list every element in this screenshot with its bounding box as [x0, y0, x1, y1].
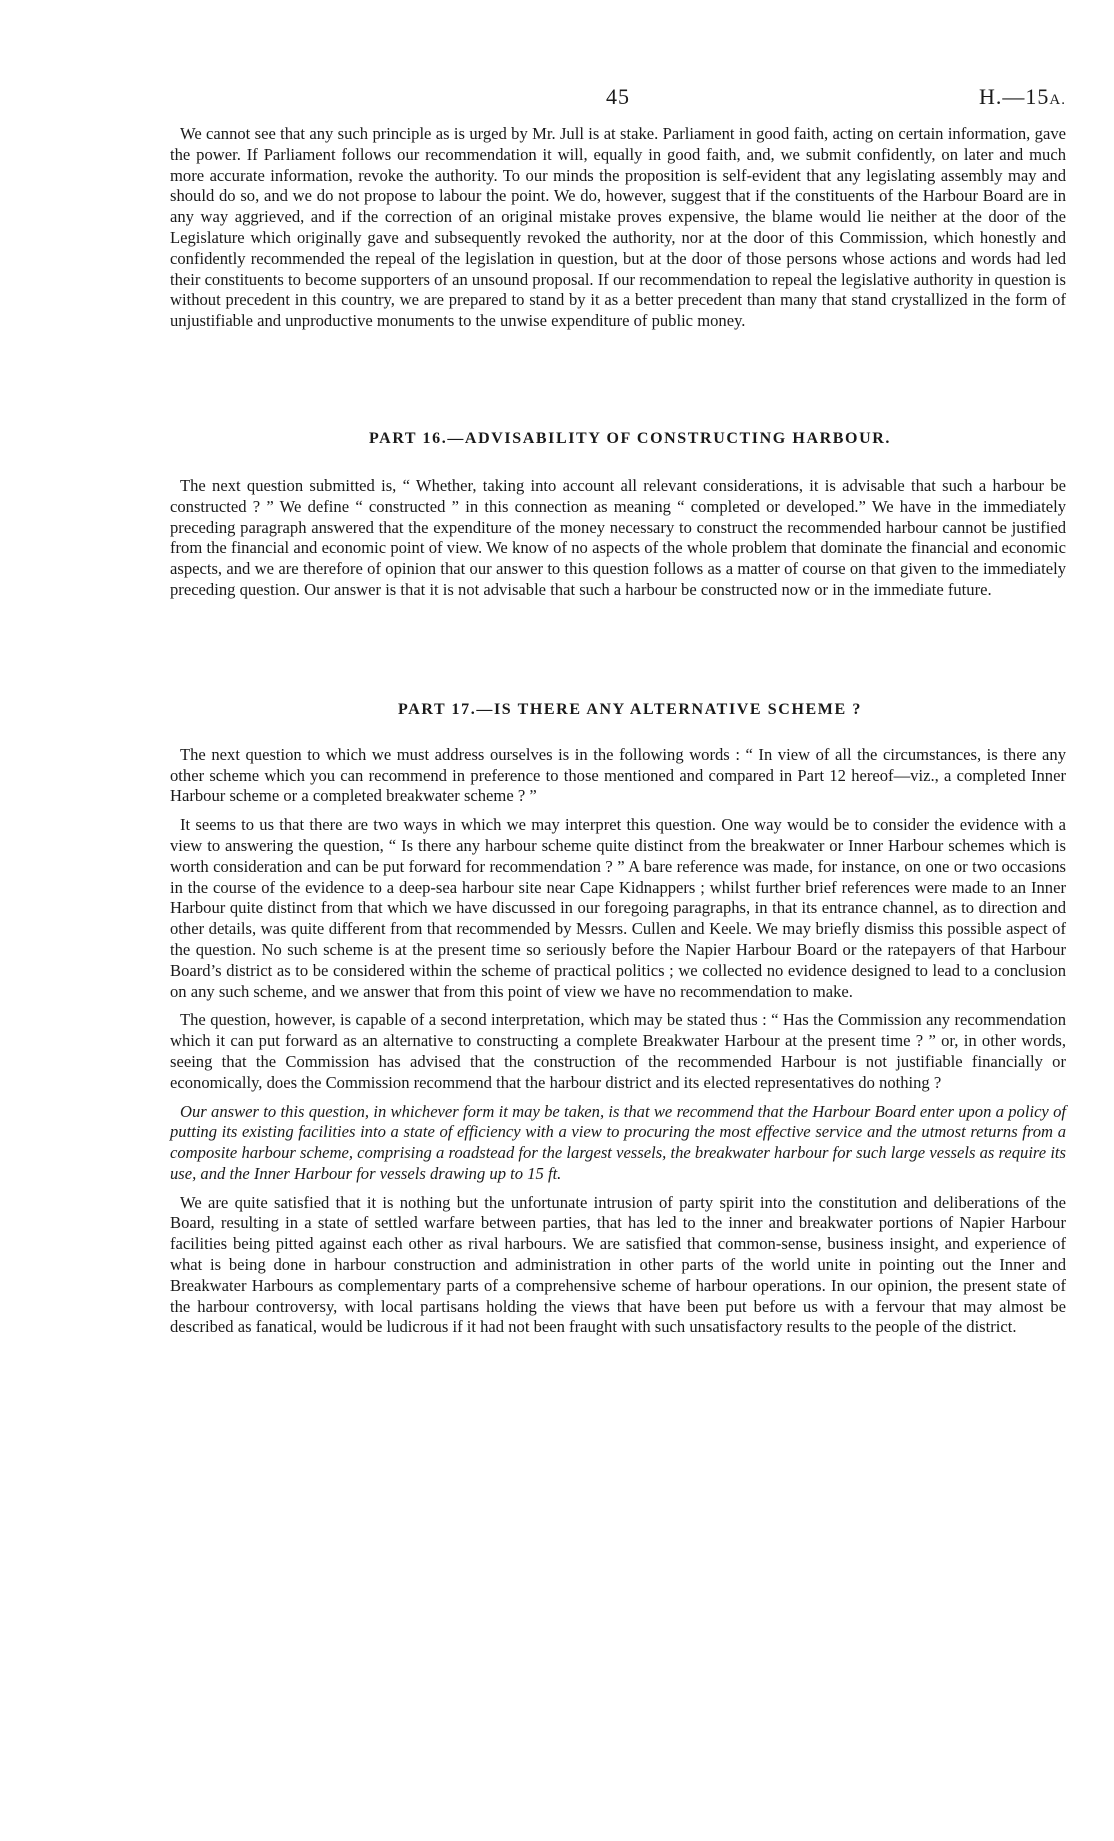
section-heading-part-16: PART 16.—ADVISABILITY OF CONSTRUCTING HARBOUR. — [369, 429, 891, 447]
document-reference — [979, 84, 1066, 110]
document-page — [170, 84, 1066, 1338]
paragraph-two-interpretations: It seems to us that there are two ways in which we may interpret this question. One way would be to consider the evidence with a view to answering the question, “ Is there any harbour scheme quite distinct from the breakwater or Inner Harbour schemes which is worth consideration and can be put forward for recommendation ? ” A bare reference was made, for instance, on one or two occasions in the course of the evidence to a deep-sea harbour site near Cape Kidnappers ; whilst further brief references were made to an Inner Harbour quite distinct from that which we have discussed in our foregoing paragraphs, in that its entrance channel, as to direction and other details, was quite different from that recommended by Messrs. Cullen and Keele. We may briefly dismiss this possible aspect of the question. No such scheme is at the present time so seriously before the Napier Harbour Board or the ratepayers of that Harbour Board’s district as to be considered within the scheme of practical politics ; we collected no evidence designed to lead to a conclusion on any such scheme, and we answer that from this point of view we have no recommendation to make. — [170, 815, 1066, 1001]
document-reference-main: H.—15 — [979, 84, 1050, 109]
page-number: 45 — [606, 84, 630, 109]
paragraph-second-interpretation: The question, however, is capable of a second interpretation, which may be stated thus : “ Has the Commission any recommendation which it can put forward as an alternative to constructing a complete Breakwater Harbour at the present time ? ” or, in other words, seeing that the Commission has advised that the construction of the recommended Harbour is not justifiable financially or economically, does the Commission recommend that the harbour district and its elected representatives do nothing ? — [170, 1010, 1066, 1092]
paragraph-jull-principle: We cannot see that any such principle as is urged by Mr. Jull is at stake. Parliament in good faith, acting on certain information, gave the power. If Parliament follows our recommendation it will, equally in good faith, and, we submit confidently, on later and much more accurate information, revoke the authority. To our minds the proposition is self-evident that any legislating assembly may and should do so, and we do not propose to labour the point. We do, however, suggest that if the constituents of the Harbour Board are in any way aggrieved, and if the correction of an original mistake proves expensive, the blame would lie neither at the door of the Legislature which originally gave and subsequently revoked the authority, nor at the door of this Commission, which honestly and confidently recommended the repeal of the legislation in question, but at the door of those persons whose actions and words had led their constituents to become supporters of an unsound proposal. If our recommendation to repeal the legislative authority in question is without precedent in this country, we are prepared to stand by it as a better precedent than many that stand crystallized in the form of unjustifiable and unproductive monuments to the unwise expenditure of public money. — [170, 124, 1066, 331]
paragraph-recommendation-answer: Our answer to this question, in whichever form it may be taken, is that we recommend that the Harbour Board enter upon a policy of putting its existing facilities into a state of efficiency with a view to procuring the most effective service and the utmost returns from a composite harbour scheme, comprising a roadstead for the largest vessels, the breakwater harbour for such large vessels as require its use, and the Inner Harbour for vessels drawing up to 15 ft. — [170, 1101, 1066, 1183]
page-header — [170, 84, 1066, 122]
paragraph-advisability: The next question submitted is, “ Whether, taking into account all relevant considerations, it is advisable that such a harbour be constructed ? ” We define “ constructed ” in this connection as meaning “ completed or developed.” We have in the immediately preceding paragraph answered that the expenditure of the money necessary to construct the recommended harbour cannot be justified from the financial and economic point of view. We know of no aspects of the whole problem that dominate the financial and economic aspects, and we are therefore of opinion that our answer to this question follows as a matter of course on that given to the immediately preceding question. Our answer is that it is not advisable that such a harbour be constructed now or in the immediate future. — [170, 475, 1066, 599]
section-heading-part-17: PART 17.—IS THERE ANY ALTERNATIVE SCHEME ? — [398, 700, 862, 718]
document-reference-suffix: A. — [1049, 92, 1066, 108]
paragraph-next-question: The next question to which we must address ourselves is in the following words : “ In view of all the circumstances, is there any other scheme which you can recommend in preference to those mentioned and compared in Part 12 hereof—viz., a completed Inner Harbour scheme or a completed breakwater scheme ? ” — [170, 744, 1066, 806]
paragraph-party-spirit: We are quite satisfied that it is nothing but the unfortunate intrusion of party spirit into the constitution and deliberations of the Board, resulting in a state of settled warfare between parties, that has led to the inner and breakwater portions of Napier Harbour facilities being pitted against each other as rival harbours. We are satisfied that common-sense, business insight, and experience of what is being done in harbour construction and administration in other parts of the world unite in pointing out the Inner and Breakwater Harbours as complementary parts of a comprehensive scheme of harbour operations. In our opinion, the present state of the harbour controversy, with local partisans holding the views that have been put before us with a fervour that may almost be described as fanatical, would be ludicrous if it had not been fraught with such unsatisfactory results to the people of the district. — [170, 1192, 1066, 1337]
